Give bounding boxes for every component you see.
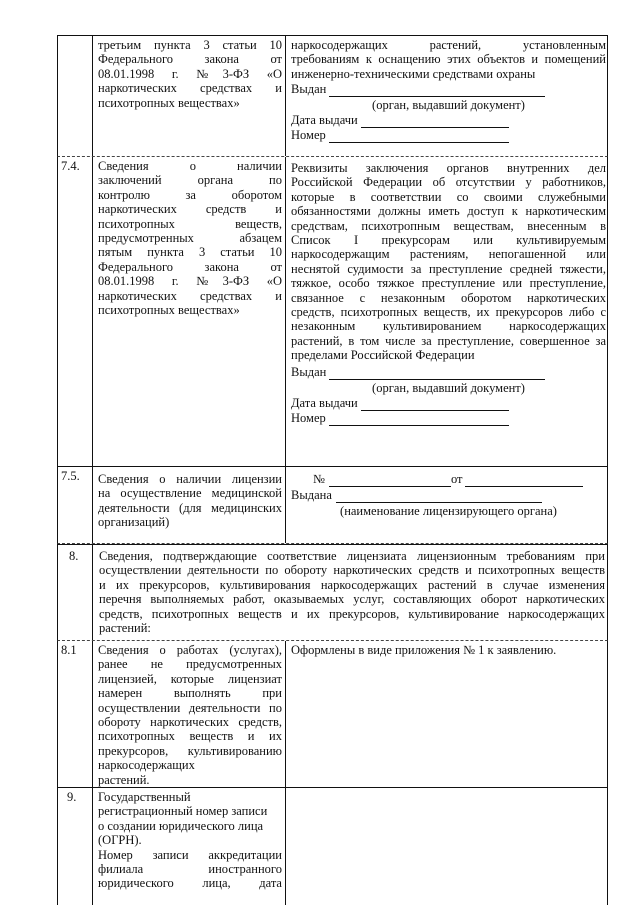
text-line: организаций): [98, 515, 170, 530]
text-line: психотропных веществ и их: [98, 729, 282, 744]
issue-date-field[interactable]: [291, 396, 606, 411]
issued-by-field[interactable]: [291, 82, 606, 97]
text-line: намерен выполнять при: [98, 686, 282, 701]
text-line: тяжкое, особо тяжкое преступление или преступление,: [291, 276, 606, 291]
table-row-74-continued: [57, 35, 608, 157]
license-issuer-field[interactable]: [291, 488, 606, 503]
number-blank[interactable]: [329, 131, 509, 143]
text-line: филиала иностранного: [98, 862, 282, 877]
row-value-cell: [285, 36, 609, 156]
text-line: Сведения о наличии: [98, 159, 282, 173]
issued-caption: (орган, выдавший документ): [372, 98, 525, 112]
text-line: Российской Федерации об отсутствии у работников,: [291, 175, 606, 190]
attachment-note: Оформлены в виде приложения № 1 к заявлению.: [291, 643, 557, 657]
text-line: контролю за оборотом: [98, 187, 282, 202]
text-line: наркотических средств и: [98, 202, 282, 217]
row-number: 8.1: [61, 643, 77, 657]
text-line: и их прекурсоров, культивирования наркосодержащих растений в случае изменения: [99, 577, 605, 592]
row-label-text: [98, 643, 282, 787]
text-line: Список I прекурсорам или культивируемым: [291, 233, 606, 248]
text-line: (ОГРН).: [98, 833, 142, 848]
number-sign: №: [313, 472, 325, 486]
text-line: наркотических средствах и: [98, 288, 282, 303]
text-line: пятым пункта 3 статьи 10: [98, 245, 282, 260]
text-line: психотропных веществах»: [98, 95, 240, 110]
row-label-text: [98, 472, 282, 530]
number-label: Номер: [291, 128, 326, 142]
issued-label: Выдан: [291, 82, 327, 96]
text-line: юридического лица, дата: [98, 876, 282, 891]
text-line: наркосодержащим растениям, непогашенной или: [291, 247, 606, 262]
date-blank[interactable]: [361, 399, 509, 411]
table-row-74: [57, 157, 608, 467]
text-line: обороту наркотических средств,: [98, 715, 282, 730]
text-line: средств, психотропных веществ, их прекурсоров либо с: [291, 305, 606, 320]
text-line: растений:: [99, 621, 151, 636]
table-row-9: [57, 787, 608, 905]
text-line: 08.01.1998 г. №3-ФЗ «О: [98, 274, 282, 289]
number-label: Номер: [291, 411, 326, 425]
text-line: неснятой судимости за преступление средней тяжести,: [291, 261, 606, 276]
table-row-75: [57, 467, 608, 544]
row-label-cell: [92, 36, 285, 156]
row-value-cell[interactable]: [285, 788, 609, 905]
text-line: психотропных веществ,: [98, 216, 282, 231]
issued-label: Выдана: [291, 488, 332, 502]
row-number-cell: [58, 788, 92, 905]
row-value-cell: [285, 467, 609, 543]
text-line: Федерального закона от: [98, 52, 282, 67]
text-line: Федерального закона от: [98, 259, 282, 274]
issuer-caption: (наименование лицензирующего органа): [340, 504, 557, 518]
row-value-cell: [285, 157, 609, 466]
text-line: средств, психотропных веществ и их прекурсоров, культивирование наркосодержащих: [99, 606, 605, 621]
text-line: Государственный: [98, 790, 191, 804]
text-line: осуществлении деятельности по обороту наркотических средств и психотропных веществ: [99, 563, 605, 578]
text-line: пределами Российской Федерации: [291, 348, 475, 363]
issued-label: Выдан: [291, 365, 327, 379]
text-line: незаконным культивированием наркосодержащих: [291, 319, 606, 334]
text-line: наркосодержащих растений, установленным: [291, 38, 606, 52]
text-line: психотропных веществах»: [98, 303, 240, 318]
issue-date-field[interactable]: [291, 113, 606, 128]
text-line: связанное с незаконным оборотом наркотических: [291, 290, 606, 305]
issued-blank[interactable]: [329, 85, 545, 97]
text-line: обязанностями должны иметь доступ к наркотическим: [291, 204, 606, 219]
row-value-text: [291, 38, 606, 81]
row-number-cell: [58, 157, 92, 466]
number-blank[interactable]: [329, 414, 509, 426]
row-number-cell: [58, 467, 92, 543]
row-wide-text: [99, 549, 605, 635]
text-line: третьим пункта 3 статьи 10: [98, 38, 282, 52]
table-row-81: [57, 640, 608, 787]
text-line: заключений органа по: [98, 173, 282, 188]
row-label-cell: [92, 788, 285, 905]
row-number-cell: [58, 641, 92, 787]
row-number: 7.4.: [61, 159, 80, 173]
text-line: Номер записи аккредитации: [98, 847, 282, 862]
row-label-text: [98, 38, 282, 110]
issued-caption: (орган, выдавший документ): [372, 381, 525, 395]
text-line: на осуществление медицинской: [98, 486, 282, 501]
text-line: растений.: [98, 772, 150, 787]
text-line: растений, в том числе за преступление, совершенное за: [291, 333, 606, 348]
text-line: Сведения о работах (услугах),: [98, 643, 282, 657]
text-line: 08.01.1998 г. №3-ФЗ «О: [98, 66, 282, 81]
issuer-blank[interactable]: [336, 491, 542, 503]
date-label: Дата выдачи: [291, 113, 358, 127]
date-label: Дата выдачи: [291, 396, 358, 410]
text-line: инженерно-техническими средствами охраны: [291, 66, 536, 81]
row-number: 9.: [67, 790, 77, 804]
text-line: наркосодержащих: [98, 758, 195, 773]
row-label-text: [98, 790, 282, 891]
text-line: требованиям к оснащению этих объектов и помещений: [291, 52, 606, 67]
row-label-cell: [92, 641, 285, 787]
text-line: осуществлении деятельности по: [98, 700, 282, 715]
document-fields: [291, 82, 606, 143]
from-label: от: [450, 472, 463, 486]
license-number-field[interactable]: [291, 472, 606, 487]
row-value-cell: [285, 641, 609, 787]
issued-by-field[interactable]: [291, 365, 606, 380]
text-line: Реквизиты заключения органов внутренних дел: [291, 161, 606, 175]
row-number-cell: [58, 36, 92, 156]
text-line: регистрационный номер записи: [98, 804, 268, 819]
text-line: предусмотренных абзацем: [98, 231, 282, 246]
text-line: деятельности (для медицинских: [98, 500, 282, 515]
row-number: 8.: [69, 549, 79, 563]
row-wide-cell: [92, 545, 609, 640]
row-label-cell: [92, 157, 285, 466]
text-line: прекурсоров, культивированию: [98, 743, 282, 758]
row-number: 7.5.: [61, 469, 80, 483]
document-fields: [291, 365, 606, 426]
document-number-field[interactable]: [291, 411, 606, 426]
issued-blank[interactable]: [329, 368, 545, 380]
text-line: Сведения о наличии лицензии: [98, 472, 282, 486]
row-label-cell: [92, 467, 285, 543]
row-label-text: [98, 159, 282, 317]
document-number-field[interactable]: [291, 128, 606, 143]
text-line: о создании юридического лица: [98, 818, 264, 833]
text-line: лицензией, которые лицензиат: [98, 671, 282, 686]
text-line: наркотических средствах и: [98, 81, 282, 96]
row-number-cell: [58, 545, 92, 640]
row-value-text: [291, 161, 606, 363]
text-line: ранее не предусмотренных: [98, 657, 282, 672]
license-fields: [291, 472, 606, 519]
license-number-blank[interactable]: [329, 475, 451, 487]
date-blank[interactable]: [361, 116, 509, 128]
form-table: [57, 35, 608, 905]
text-line: Сведения, подтверждающие соответствие лицензиата лицензионным требованиям при: [99, 549, 605, 563]
text-line: которые в соответствии со своими служебными: [291, 189, 606, 204]
table-row-8: [57, 544, 608, 640]
license-date-blank[interactable]: [465, 475, 583, 487]
text-line: средствам, психотропным веществам, внесенным в: [291, 218, 606, 233]
text-line: перечня выполняемых работ, оказываемых услуг, составляющих оборот наркотических: [99, 592, 605, 607]
